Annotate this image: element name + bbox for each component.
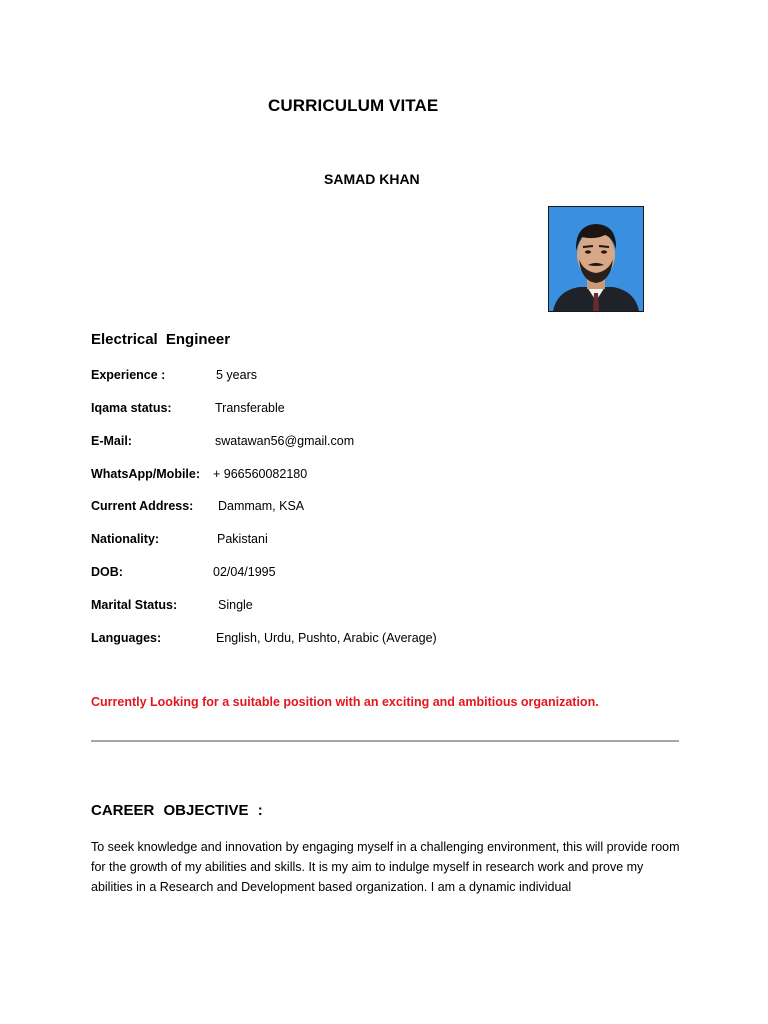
candidate-name: SAMAD KHAN (324, 171, 420, 187)
detail-row-email (91, 432, 355, 450)
detail-label: Iqama status: (91, 401, 172, 415)
detail-row-experience (91, 366, 257, 384)
detail-row-iqama-status (91, 399, 285, 417)
page-title: CURRICULUM VITAE (268, 96, 439, 115)
career-objective-text: To seek knowledge and innovation by engaging myself in a challenging environment, this will provide room for the growth of my abilities and skills. It is my aim to indulge myself in research work and prove my abilities in a Research and Development based organization. I am a dynamic individual (91, 840, 680, 894)
detail-value: 5 years (216, 368, 257, 382)
detail-row-nationality (91, 530, 268, 548)
detail-label: Current Address: (91, 499, 194, 513)
career-objective-heading: CAREER OBJECTIVE : (91, 802, 263, 819)
job-search-note: Currently Looking for a suitable position with an exciting and ambitious organization. (91, 695, 599, 709)
detail-label: E-Mail: (91, 434, 132, 448)
detail-row-languages (91, 629, 437, 647)
detail-label: Languages: (91, 631, 162, 645)
detail-row-marital-status (91, 596, 253, 614)
detail-value: English, Urdu, Pushto, Arabic (Average) (216, 631, 437, 645)
detail-label: DOB: (91, 565, 123, 579)
section-divider (91, 740, 679, 742)
job-title: Electrical Engineer (91, 331, 231, 348)
detail-value: 02/04/1995 (213, 565, 276, 579)
detail-label: Experience : (91, 368, 166, 382)
profile-photo (548, 206, 644, 312)
portrait-illustration (549, 207, 643, 311)
detail-value: Dammam, KSA (218, 499, 305, 513)
detail-value: Single (218, 598, 253, 612)
detail-value: Pakistani (217, 532, 268, 546)
detail-label: Nationality: (91, 532, 160, 546)
detail-label: WhatsApp/Mobile: (91, 467, 201, 481)
detail-row-dob (91, 563, 276, 581)
phone-value: + 966560082180 (213, 467, 308, 481)
detail-label: Marital Status: (91, 598, 178, 612)
detail-value: Transferable (215, 401, 285, 415)
email-value: swatawan56@gmail.com (215, 434, 355, 448)
detail-row-current-address (91, 497, 305, 515)
detail-row-whatsapp-mobile (91, 465, 308, 483)
